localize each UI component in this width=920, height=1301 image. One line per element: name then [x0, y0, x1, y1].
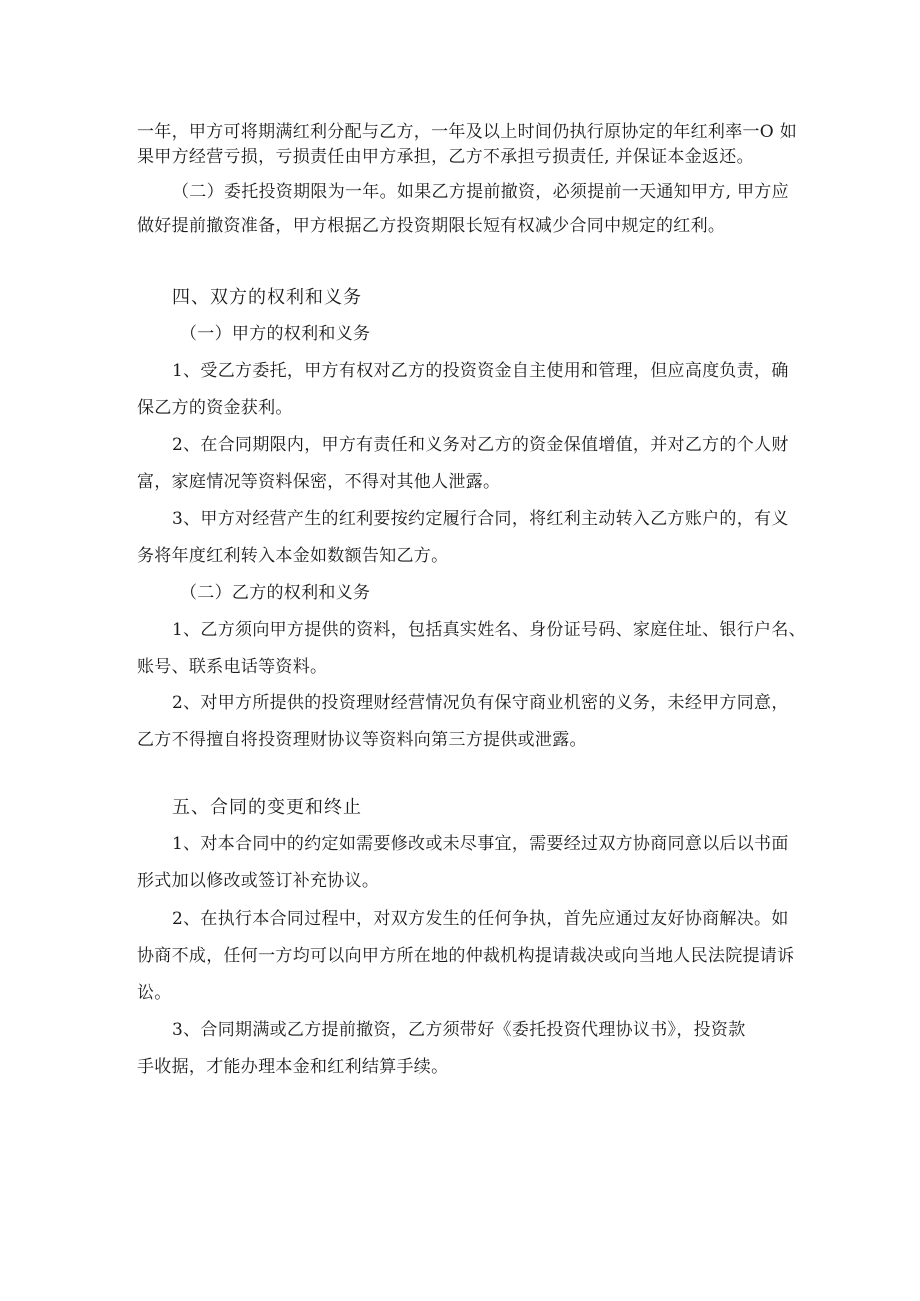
paragraph-line: 账号、联系电话等资料。: [137, 657, 328, 677]
paragraph-line: 协商不成，任何一方均可以向甲方所在地的仲裁机构提请裁决或向当地人民法院提请诉: [137, 946, 795, 966]
paragraph-line: 做好提前撤资准备，甲方根据乙方投资期限长短有权减少合同中规定的红利。: [137, 216, 726, 236]
subsection-heading: （一）甲方的权利和义务: [180, 324, 371, 344]
paragraph-line: 1、受乙方委托，甲方有权对乙方的投资资金自主使用和管理，但应高度负责，确: [172, 361, 789, 381]
paragraph-line: 务将年度红利转入本金如数额告知乙方。: [137, 546, 449, 566]
paragraph-line: 讼。: [137, 983, 172, 1003]
section-heading: 五、合同的变更和终止: [172, 797, 362, 818]
section-heading: 四、双方的权利和义务: [172, 287, 362, 308]
paragraph-line: 3、甲方对经营产生的红利要按约定履行合同，将红利主动转入乙方账户的，有义: [172, 509, 789, 529]
paragraph-line: 1、对本合同中的约定如需要修改或未尽事宜，需要经过双方协商同意以后以书面: [172, 834, 789, 854]
paragraph-line: 形式加以修改或签订补充协议。: [137, 871, 380, 891]
paragraph-line: 1、乙方须向甲方提供的资料，包括真实姓名、身份证号码、家庭住址、银行户名、: [172, 620, 806, 640]
paragraph-line: 3、合同期满或乙方提前撤资，乙方须带好《委托投资代理协议书》，投资款: [172, 1020, 746, 1040]
paragraph-line: （二）委托投资期限为一年。如果乙方提前撤资，必须提前一天通知甲方, 甲方应: [172, 182, 789, 202]
paragraph-line: 富，家庭情况等资料保密，不得对其他人泄露。: [137, 472, 501, 492]
paragraph-line: 保乙方的资金获利。: [137, 398, 293, 418]
paragraph-line: 乙方不得擅自将投资理财协议等资料向第三方提供或泄露。: [137, 730, 587, 750]
paragraph-line: 2、在合同期限内，甲方有责任和义务对乙方的资金保值增值，并对乙方的个人财: [172, 435, 789, 455]
paragraph-line: 手收据，才能办理本金和红利结算手续。: [137, 1057, 449, 1077]
paragraph-line: 果甲方经营亏损，亏损责任由甲方承担，乙方不承担亏损责任, 并保证本金返还。: [137, 147, 754, 167]
paragraph-line: 2、在执行本合同过程中，对双方发生的任何争执，首先应通过友好协商解决。如: [172, 909, 789, 929]
paragraph-line: 一年，甲方可将期满红利分配与乙方，一年及以上时间仍执行原协定的年红利率一O 如: [137, 122, 798, 142]
subsection-heading: （二）乙方的权利和义务: [180, 583, 371, 603]
paragraph-line: 2、对甲方所提供的投资理财经营情况负有保守商业机密的义务，未经甲方同意，: [172, 693, 789, 713]
